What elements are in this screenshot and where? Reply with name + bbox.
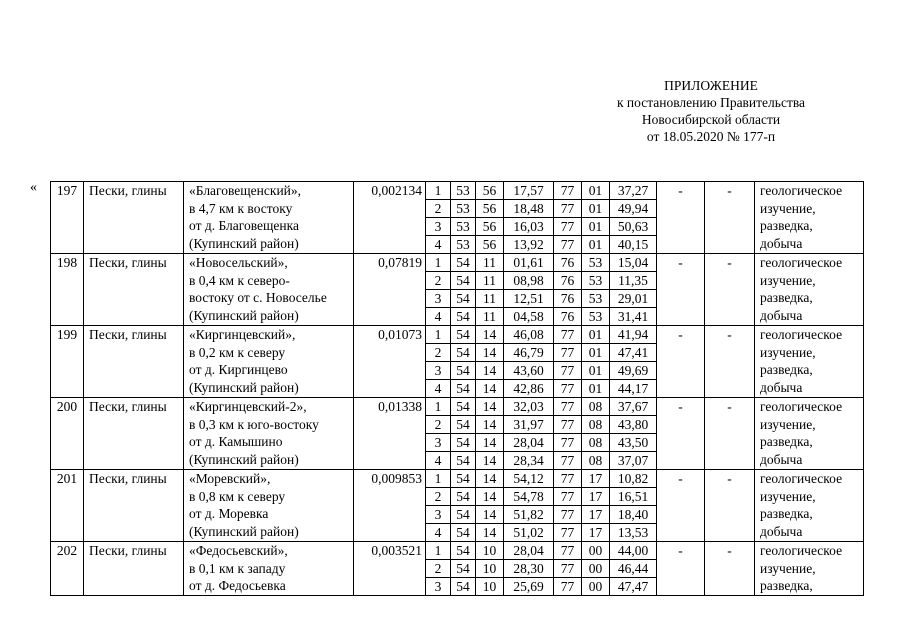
coordinate-cell: 10,82 — [610, 470, 657, 488]
coordinate-cell: 08 — [582, 398, 610, 416]
coordinate-cell: 54 — [451, 524, 476, 542]
coordinate-cell: 01 — [582, 380, 610, 398]
purpose-line: добыча — [760, 235, 803, 251]
coordinate-cell: 11 — [476, 272, 504, 290]
opening-quote-mark: « — [30, 180, 37, 195]
purpose-cell — [755, 254, 864, 326]
coordinate-cell: 01 — [582, 236, 610, 254]
deposit-name-cell — [184, 398, 354, 470]
coordinate-cell: 56 — [476, 236, 504, 254]
coordinate-cell: 77 — [554, 362, 582, 380]
area-cell: 0,07819 — [354, 254, 426, 326]
coordinate-cell: 43,80 — [610, 416, 657, 434]
deposit-name-cell — [184, 254, 354, 326]
coordinate-cell: 16,03 — [504, 218, 554, 236]
area-cell: 0,01073 — [354, 326, 426, 398]
point-number-cell: 4 — [426, 380, 451, 398]
point-number-cell: 2 — [426, 200, 451, 218]
coordinate-cell: 46,44 — [610, 560, 657, 578]
coordinate-cell: 41,94 — [610, 326, 657, 344]
deposit-name-line: (Купинский район) — [189, 451, 299, 467]
coordinate-cell: 31,41 — [610, 308, 657, 326]
deposit-name-line: (Купинский район) — [189, 235, 299, 251]
coordinate-cell: 53 — [582, 308, 610, 326]
coordinate-cell: 77 — [554, 416, 582, 434]
purpose-line: геологическое — [760, 327, 843, 342]
coordinate-cell: 11 — [476, 290, 504, 308]
point-number-cell: 2 — [426, 344, 451, 362]
coordinate-cell: 54 — [451, 362, 476, 380]
coordinate-cell: 77 — [554, 344, 582, 362]
coordinate-cell: 53 — [582, 272, 610, 290]
point-number-cell: 3 — [426, 218, 451, 236]
coordinate-cell: 08 — [582, 416, 610, 434]
point-number-cell: 3 — [426, 506, 451, 524]
deposit-name-line: «Моревский», — [189, 471, 271, 486]
coordinate-cell: 14 — [476, 470, 504, 488]
purpose-line: геологическое — [760, 543, 843, 558]
deposit-name-line: в 0,4 км к северо- — [189, 272, 290, 288]
coordinate-cell: 77 — [554, 434, 582, 452]
deposits-table — [50, 181, 864, 596]
coordinate-cell: 54 — [451, 506, 476, 524]
row-number-cell: 202 — [51, 542, 84, 596]
coordinate-cell: 77 — [554, 398, 582, 416]
purpose-line: изучение, — [760, 488, 816, 504]
coordinate-cell: 54 — [451, 398, 476, 416]
coordinate-cell: 10 — [476, 578, 504, 596]
coordinate-cell: 00 — [582, 542, 610, 560]
table-row — [51, 542, 864, 560]
coordinate-cell: 37,67 — [610, 398, 657, 416]
purpose-cell — [755, 326, 864, 398]
coordinate-cell: 14 — [476, 380, 504, 398]
deposit-name-line: (Купинский район) — [189, 307, 299, 323]
coordinate-cell: 77 — [554, 380, 582, 398]
mineral-type-cell: Пески, глины — [84, 542, 184, 596]
coordinate-cell: 77 — [554, 236, 582, 254]
deposits-table-body — [51, 182, 864, 596]
table-row — [51, 254, 864, 272]
purpose-line: добыча — [760, 523, 803, 539]
purpose-line: разведка, — [760, 434, 813, 450]
coordinate-cell: 17,57 — [504, 182, 554, 200]
coordinate-cell: 77 — [554, 470, 582, 488]
mineral-type-cell: Пески, глины — [84, 326, 184, 398]
purpose-line: геологическое — [760, 255, 843, 270]
coordinate-cell: 53 — [451, 200, 476, 218]
dash-cell: - — [657, 470, 705, 542]
point-number-cell: 3 — [426, 290, 451, 308]
coordinate-cell: 40,15 — [610, 236, 657, 254]
coordinate-cell: 11 — [476, 308, 504, 326]
coordinate-cell: 17 — [582, 506, 610, 524]
point-number-cell: 1 — [426, 326, 451, 344]
point-number-cell: 4 — [426, 524, 451, 542]
point-number-cell: 2 — [426, 272, 451, 290]
coordinate-cell: 77 — [554, 452, 582, 470]
deposit-name-line: «Федосьевский», — [189, 543, 288, 558]
coordinate-cell: 54 — [451, 344, 476, 362]
row-number-cell: 198 — [51, 254, 84, 326]
deposit-name-cell — [184, 182, 354, 254]
coordinate-cell: 14 — [476, 524, 504, 542]
purpose-line: разведка, — [760, 506, 813, 522]
purpose-cell — [755, 398, 864, 470]
point-number-cell: 3 — [426, 578, 451, 596]
coordinate-cell: 77 — [554, 524, 582, 542]
coordinate-cell: 54 — [451, 560, 476, 578]
coordinate-cell: 28,30 — [504, 560, 554, 578]
coordinate-cell: 14 — [476, 488, 504, 506]
coordinate-cell: 01 — [582, 200, 610, 218]
point-number-cell: 1 — [426, 542, 451, 560]
point-number-cell: 3 — [426, 434, 451, 452]
coordinate-cell: 54 — [451, 416, 476, 434]
purpose-line: изучение, — [760, 560, 816, 576]
coordinate-cell: 54 — [451, 290, 476, 308]
deposit-name-cell — [184, 326, 354, 398]
table-row — [51, 182, 864, 200]
coordinate-cell: 28,04 — [504, 434, 554, 452]
purpose-line: разведка, — [760, 578, 813, 594]
area-cell: 0,003521 — [354, 542, 426, 596]
coordinate-cell: 53 — [582, 254, 610, 272]
coordinate-cell: 77 — [554, 488, 582, 506]
deposit-name-line: «Киргинцевский-2», — [189, 399, 307, 414]
coordinate-cell: 37,07 — [610, 452, 657, 470]
coordinate-cell: 77 — [554, 506, 582, 524]
coordinate-cell: 37,27 — [610, 182, 657, 200]
coordinate-cell: 01 — [582, 344, 610, 362]
point-number-cell: 4 — [426, 452, 451, 470]
dash-cell: - — [657, 398, 705, 470]
coordinate-cell: 54 — [451, 470, 476, 488]
coordinate-cell: 47,47 — [610, 578, 657, 596]
deposit-name-line: (Купинский район) — [189, 523, 299, 539]
table-row — [51, 326, 864, 344]
purpose-line: изучение, — [760, 272, 816, 288]
coordinate-cell: 01 — [582, 182, 610, 200]
row-number-cell: 197 — [51, 182, 84, 254]
coordinate-cell: 76 — [554, 254, 582, 272]
point-number-cell: 2 — [426, 416, 451, 434]
coordinate-cell: 14 — [476, 506, 504, 524]
coordinate-cell: 56 — [476, 200, 504, 218]
point-number-cell: 1 — [426, 182, 451, 200]
coordinate-cell: 17 — [582, 488, 610, 506]
dash-cell: - — [705, 182, 755, 254]
coordinate-cell: 54 — [451, 578, 476, 596]
purpose-line: разведка, — [760, 362, 813, 378]
purpose-line: геологическое — [760, 183, 843, 198]
coordinate-cell: 18,48 — [504, 200, 554, 218]
coordinate-cell: 01,61 — [504, 254, 554, 272]
coordinate-cell: 53 — [451, 218, 476, 236]
point-number-cell: 2 — [426, 488, 451, 506]
dash-cell: - — [705, 326, 755, 398]
point-number-cell: 2 — [426, 560, 451, 578]
coordinate-cell: 77 — [554, 182, 582, 200]
purpose-cell — [755, 182, 864, 254]
row-number-cell: 201 — [51, 470, 84, 542]
coordinate-cell: 29,01 — [610, 290, 657, 308]
coordinate-cell: 54 — [451, 326, 476, 344]
area-cell: 0,002134 — [354, 182, 426, 254]
deposit-name-cell — [184, 542, 354, 596]
coordinate-cell: 10 — [476, 560, 504, 578]
point-number-cell: 1 — [426, 398, 451, 416]
coordinate-cell: 10 — [476, 542, 504, 560]
mineral-type-cell: Пески, глины — [84, 398, 184, 470]
coordinate-cell: 14 — [476, 362, 504, 380]
point-number-cell: 1 — [426, 254, 451, 272]
deposit-name-line: «Новосельский», — [189, 255, 288, 270]
dash-cell: - — [705, 254, 755, 326]
coordinate-cell: 01 — [582, 362, 610, 380]
deposit-name-cell — [184, 470, 354, 542]
purpose-line: разведка, — [760, 290, 813, 306]
deposit-name-line: в 4,7 км к востоку — [189, 200, 293, 216]
coordinate-cell: 11,35 — [610, 272, 657, 290]
coordinate-cell: 54 — [451, 452, 476, 470]
deposit-name-line: от д. Федосьевка — [189, 578, 286, 594]
coordinate-cell: 08,98 — [504, 272, 554, 290]
coordinate-cell: 16,51 — [610, 488, 657, 506]
deposit-name-line: от д. Моревка — [189, 506, 269, 522]
coordinate-cell: 46,08 — [504, 326, 554, 344]
dash-cell: - — [657, 542, 705, 596]
coordinate-cell: 49,94 — [610, 200, 657, 218]
dash-cell: - — [657, 182, 705, 254]
coordinate-cell: 76 — [554, 308, 582, 326]
coordinate-cell: 56 — [476, 182, 504, 200]
coordinate-cell: 32,03 — [504, 398, 554, 416]
purpose-line: разведка, — [760, 218, 813, 234]
dash-cell: - — [705, 398, 755, 470]
coordinate-cell: 43,50 — [610, 434, 657, 452]
dash-cell: - — [705, 542, 755, 596]
appendix-line-date: от 18.05.2020 № 177-п — [646, 129, 776, 144]
deposit-name-line: от д. Камышино — [189, 434, 283, 450]
coordinate-cell: 49,69 — [610, 362, 657, 380]
coordinate-cell: 54 — [451, 308, 476, 326]
coordinate-cell: 77 — [554, 542, 582, 560]
coordinate-cell: 43,60 — [504, 362, 554, 380]
coordinate-cell: 25,69 — [504, 578, 554, 596]
coordinate-cell: 14 — [476, 326, 504, 344]
deposit-name-line: (Купинский район) — [189, 379, 299, 395]
deposit-name-line: от д. Киргинцево — [189, 362, 288, 378]
coordinate-cell: 01 — [582, 218, 610, 236]
dash-cell: - — [657, 326, 705, 398]
purpose-line: добыча — [760, 307, 803, 323]
point-number-cell: 4 — [426, 308, 451, 326]
coordinate-cell: 47,41 — [610, 344, 657, 362]
coordinate-cell: 44,00 — [610, 542, 657, 560]
deposit-name-line: в 0,3 км к юго-востоку — [189, 416, 319, 432]
coordinate-cell: 51,82 — [504, 506, 554, 524]
deposit-name-line: «Киргинцевский», — [189, 327, 296, 342]
coordinate-cell: 15,04 — [610, 254, 657, 272]
row-number-cell: 199 — [51, 326, 84, 398]
mineral-type-cell: Пески, глины — [84, 254, 184, 326]
point-number-cell: 1 — [426, 470, 451, 488]
coordinate-cell: 13,53 — [610, 524, 657, 542]
purpose-line: геологическое — [760, 471, 843, 486]
coordinate-cell: 28,04 — [504, 542, 554, 560]
appendix-line-decree: к постановлению Правительства — [616, 95, 806, 110]
purpose-line: изучение, — [760, 344, 816, 360]
coordinate-cell: 46,79 — [504, 344, 554, 362]
coordinate-cell: 00 — [582, 578, 610, 596]
coordinate-cell: 08 — [582, 434, 610, 452]
coordinate-cell: 53 — [451, 236, 476, 254]
coordinate-cell: 77 — [554, 218, 582, 236]
coordinate-cell: 54 — [451, 272, 476, 290]
coordinate-cell: 54 — [451, 542, 476, 560]
deposit-name-line: в 0,2 км к северу — [189, 344, 286, 360]
coordinate-cell: 76 — [554, 272, 582, 290]
coordinate-cell: 14 — [476, 434, 504, 452]
coordinate-cell: 56 — [476, 218, 504, 236]
coordinate-cell: 42,86 — [504, 380, 554, 398]
deposit-name-line: в 0,1 км к западу — [189, 560, 286, 576]
purpose-cell — [755, 542, 864, 596]
coordinate-cell: 77 — [554, 200, 582, 218]
coordinate-cell: 54 — [451, 434, 476, 452]
coordinate-cell: 14 — [476, 416, 504, 434]
coordinate-cell: 76 — [554, 290, 582, 308]
coordinate-cell: 77 — [554, 578, 582, 596]
point-number-cell: 4 — [426, 236, 451, 254]
coordinate-cell: 12,51 — [504, 290, 554, 308]
dash-cell: - — [657, 254, 705, 326]
coordinate-cell: 54,12 — [504, 470, 554, 488]
purpose-line: изучение, — [760, 416, 816, 432]
coordinate-cell: 00 — [582, 560, 610, 578]
mineral-type-cell: Пески, глины — [84, 470, 184, 542]
purpose-cell — [755, 470, 864, 542]
area-cell: 0,01338 — [354, 398, 426, 470]
coordinate-cell: 17 — [582, 524, 610, 542]
coordinate-cell: 77 — [554, 326, 582, 344]
coordinate-cell: 54 — [451, 254, 476, 272]
table-row — [51, 398, 864, 416]
table-row — [51, 470, 864, 488]
point-number-cell: 3 — [426, 362, 451, 380]
deposit-name-line: востоку от с. Новоселье — [189, 290, 327, 306]
coordinate-cell: 14 — [476, 452, 504, 470]
coordinate-cell: 54,78 — [504, 488, 554, 506]
coordinate-cell: 28,34 — [504, 452, 554, 470]
coordinate-cell: 77 — [554, 560, 582, 578]
coordinate-cell: 14 — [476, 344, 504, 362]
coordinate-cell: 17 — [582, 470, 610, 488]
coordinate-cell: 14 — [476, 398, 504, 416]
coordinate-cell: 50,63 — [610, 218, 657, 236]
coordinate-cell: 51,02 — [504, 524, 554, 542]
row-number-cell: 200 — [51, 398, 84, 470]
coordinate-cell: 01 — [582, 326, 610, 344]
purpose-line: геологическое — [760, 399, 843, 414]
coordinate-cell: 11 — [476, 254, 504, 272]
coordinate-cell: 44,17 — [610, 380, 657, 398]
mineral-type-cell: Пески, глины — [84, 182, 184, 254]
appendix-line-region: Новосибирской области — [641, 112, 781, 127]
coordinate-cell: 18,40 — [610, 506, 657, 524]
deposit-name-line: в 0,8 км к северу — [189, 488, 286, 504]
appendix-title: ПРИЛОЖЕНИЕ — [664, 78, 758, 93]
coordinate-cell: 31,97 — [504, 416, 554, 434]
coordinate-cell: 53 — [451, 182, 476, 200]
appendix-header — [581, 77, 841, 145]
dash-cell: - — [705, 470, 755, 542]
deposit-name-line: от д. Благовещенка — [189, 218, 299, 234]
coordinate-cell: 54 — [451, 380, 476, 398]
deposit-name-line: «Благовещенский», — [189, 183, 302, 198]
coordinate-cell: 13,92 — [504, 236, 554, 254]
coordinate-cell: 54 — [451, 488, 476, 506]
coordinate-cell: 08 — [582, 452, 610, 470]
purpose-line: изучение, — [760, 200, 816, 216]
area-cell: 0,009853 — [354, 470, 426, 542]
purpose-line: добыча — [760, 379, 803, 395]
purpose-line: добыча — [760, 451, 803, 467]
coordinate-cell: 04,58 — [504, 308, 554, 326]
coordinate-cell: 53 — [582, 290, 610, 308]
